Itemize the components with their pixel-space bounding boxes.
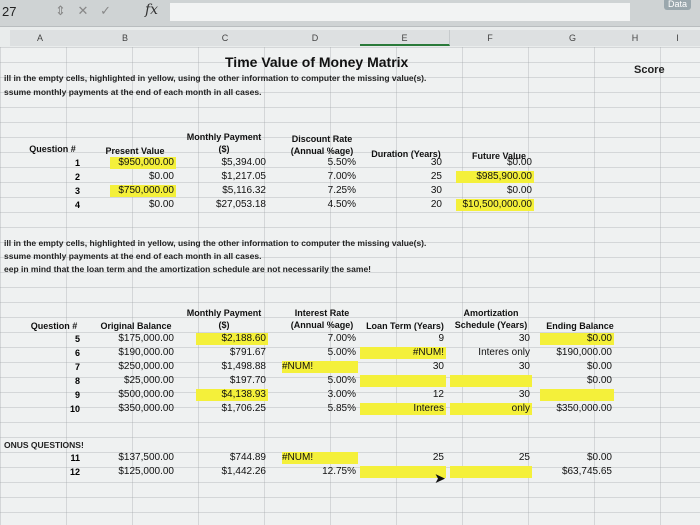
original-balance-cell[interactable]: $190,000.00 [118,347,174,358]
loan-term-cell[interactable]: 25 [432,452,444,463]
ending-balance-cell[interactable]: $190,000.00 [556,347,612,358]
t1-header-pv: Present Value [105,146,165,156]
name-box[interactable]: 27 [2,4,17,19]
interest-rate-cell[interactable]: #NUM! [282,452,358,464]
loan-term-cell[interactable]: 9 [438,333,444,344]
column-header-d[interactable]: D [270,30,361,46]
question-number: 5 [74,334,80,344]
question-number: 6 [74,348,80,358]
present-value-cell[interactable]: $0.00 [148,199,174,210]
interest-rate-cell[interactable]: 3.00% [327,389,356,400]
amortization-cell[interactable]: 30 [518,333,530,344]
interest-rate-cell[interactable]: 5.00% [327,347,356,358]
discount-rate-cell[interactable]: 7.25% [327,185,356,196]
original-balance-cell[interactable]: $125,000.00 [118,466,174,477]
score-label: Score [634,64,665,76]
confirm-icon[interactable]: ✓ [100,3,111,18]
t2-header-ob: Original Balance [100,321,172,331]
original-balance-cell[interactable]: $500,000.00 [118,389,174,400]
monthly-payment-cell[interactable]: $5,394.00 [221,157,266,168]
ending-balance-cell[interactable] [540,389,614,401]
instruction-5: eep in mind that the loan term and the amortization schedule are not necessarily the same! [4,264,372,274]
t2-header-am: Amortization Schedule (Years) [454,308,528,330]
column-header-i[interactable]: I [655,30,700,46]
column-header-g[interactable]: G [530,30,616,46]
question-number: 9 [74,390,80,400]
t1-header-fv: Future Value [471,151,526,161]
amortization-cell[interactable]: Interes only [478,347,530,358]
cancel-icon[interactable]: ✕ [77,3,89,18]
ending-balance-cell[interactable]: $0.00 [586,361,612,372]
loan-term-cell[interactable]: Interes [360,403,446,415]
duration-cell[interactable]: 30 [430,185,442,196]
monthly-payment-cell[interactable]: $1,442.26 [221,466,266,477]
loan-term-cell[interactable]: 30 [432,361,444,372]
column-header-b[interactable]: B [70,30,181,46]
instruction-4: ssume monthly payments at the end of each month in all cases. [4,251,262,261]
t2-header-eb: Ending Balance [546,321,614,331]
interest-rate-cell[interactable]: 7.00% [327,333,356,344]
original-balance-cell[interactable]: $137,500.00 [118,452,174,463]
question-number: 11 [70,453,80,463]
t1-header-duration: Duration (Years) [371,149,441,159]
future-value-cell[interactable]: $0.00 [506,185,532,196]
discount-rate-cell[interactable]: 4.50% [327,199,356,210]
duration-cell[interactable]: 20 [430,199,442,210]
ending-balance-cell[interactable]: $0.00 [586,375,612,386]
t1-header-dr: Discount Rate (Annual %age) [290,134,354,156]
question-number: 12 [69,467,80,477]
amortization-cell[interactable]: 30 [518,389,530,400]
instruction-1: ill in the empty cells, highlighted in yellow, using the other information to computer the missing value(s). [4,73,427,83]
formula-bar [0,0,700,27]
amortization-cell[interactable] [450,466,532,478]
monthly-payment-cell[interactable]: $1,217.05 [221,171,266,182]
t1-header-mp: Monthly Payment ($) [186,132,262,154]
monthly-payment-cell[interactable]: $1,498.88 [221,361,266,372]
instruction-2: ssume monthly payments at the end of each month in all cases. [4,87,262,97]
present-value-cell[interactable]: $0.00 [148,171,174,182]
amortization-cell[interactable] [450,375,532,387]
ending-balance-cell[interactable]: $0.00 [586,452,612,463]
question-number: 7 [74,362,80,372]
question-number: 1 [74,158,80,168]
monthly-payment-cell[interactable]: $744.89 [229,452,266,463]
ending-balance-cell[interactable]: $63,745.65 [561,466,612,477]
column-header-c[interactable]: C [180,30,271,46]
monthly-payment-cell[interactable]: $5,116.32 [222,185,266,196]
monthly-payment-cell[interactable]: $4,138.93 [196,389,268,401]
future-value-cell[interactable]: $0.00 [506,157,532,168]
column-header-h[interactable]: H [615,30,656,46]
duration-cell[interactable]: 30 [430,157,442,168]
bonus-label: ONUS QUESTIONS! [4,440,84,450]
original-balance-cell[interactable]: $175,000.00 [118,333,174,344]
sheet-title: Time Value of Money Matrix [225,54,409,70]
present-value-cell[interactable]: $750,000.00 [110,185,176,197]
stepper-icon[interactable]: ⇕ [55,3,66,18]
amortization-cell[interactable]: 30 [518,361,530,372]
question-number: 2 [74,172,80,182]
data-tab[interactable]: Data [664,0,691,10]
t1-header-question: Question # [29,144,76,154]
duration-cell[interactable]: 25 [430,171,442,182]
present-value-cell[interactable]: $950,000.00 [110,157,176,169]
interest-rate-cell[interactable]: 5.85% [327,403,356,414]
column-header-f[interactable]: F [450,30,531,46]
fx-icon[interactable]: fx [145,2,159,18]
interest-rate-cell[interactable]: 5.00% [327,375,356,386]
question-number: 4 [74,200,80,210]
ending-balance-cell[interactable]: $350,000.00 [556,403,612,414]
loan-term-cell[interactable] [360,375,446,387]
question-number: 8 [74,376,80,386]
question-number: 3 [74,186,80,196]
interest-rate-cell[interactable]: #NUM! [282,361,358,373]
discount-rate-cell[interactable]: 5.50% [327,157,356,168]
monthly-payment-cell[interactable]: $2,188.60 [196,333,268,345]
loan-term-cell[interactable]: 12 [432,389,444,400]
interest-rate-cell[interactable]: 12.75% [322,466,356,477]
monthly-payment-cell[interactable]: $1,706.25 [221,403,266,414]
t2-header-question: Question # [30,321,78,331]
future-value-cell[interactable]: $10,500,000.00 [456,199,534,211]
monthly-payment-cell[interactable]: $197.70 [229,375,266,386]
mouse-pointer-icon: ➤ [434,470,446,486]
loan-term-cell[interactable]: #NUM! [360,347,446,359]
future-value-cell[interactable]: $985,900.00 [456,171,534,183]
monthly-payment-cell[interactable]: $27,053.18 [215,199,266,210]
monthly-payment-cell[interactable]: $791.67 [229,347,266,358]
ending-balance-cell[interactable]: $0.00 [540,333,614,345]
instruction-3: ill in the empty cells, highlighted in yellow, using the other information to computer the missing value(s). [4,238,427,248]
original-balance-cell[interactable]: $350,000.00 [118,403,174,414]
discount-rate-cell[interactable]: 7.00% [327,171,356,182]
question-number: 10 [69,404,80,414]
t2-header-mp: Monthly Payment ($) [186,308,262,330]
column-header-e[interactable]: E [360,30,450,46]
original-balance-cell[interactable]: $250,000.00 [118,361,174,372]
t2-header-ir: Interest Rate (Annual %age) [290,308,354,330]
t2-header-lt: Loan Term (Years) [366,321,444,331]
original-balance-cell[interactable]: $25,000.00 [123,375,174,386]
amortization-cell[interactable]: 25 [518,452,530,463]
formula-input[interactable] [170,3,630,21]
amortization-cell[interactable]: only [450,403,532,415]
column-header-a[interactable]: A [10,30,71,46]
